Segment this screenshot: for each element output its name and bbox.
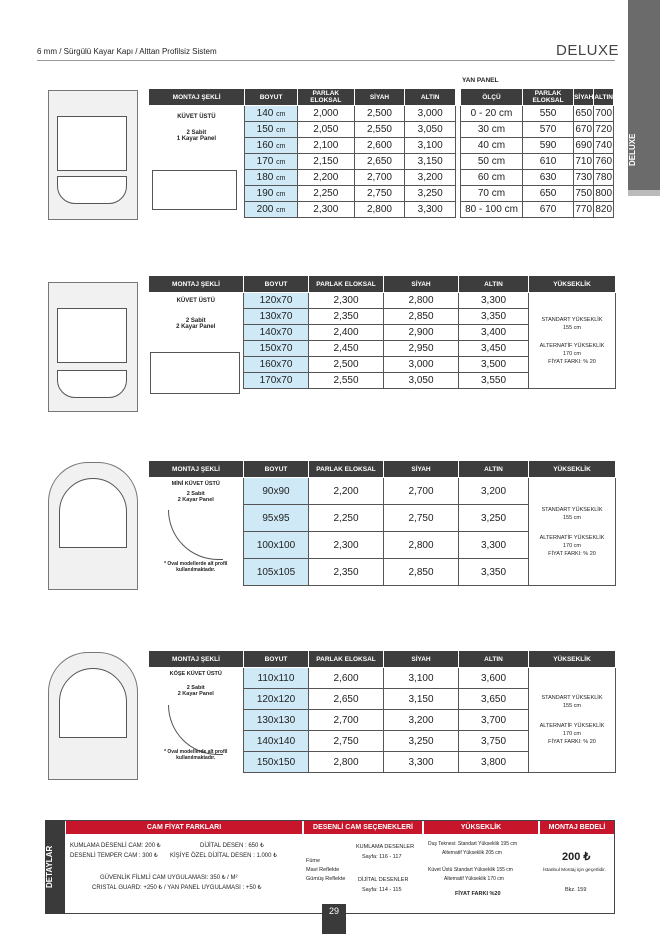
pattern-text: Mavi Reflekte: [306, 867, 340, 873]
height-info: STANDART YÜKSEKLİK 155 cm ALTERNATİF YÜKSEKLİK 170 cm FİYAT FARKI: % 20: [529, 293, 616, 389]
col-montaj: MONTAJ ŞEKLİ: [149, 89, 245, 106]
height-text: Alternatif Yükseklik 205 cm: [442, 850, 502, 856]
pattern-text: KUMLAMA DESENLER: [356, 844, 415, 850]
price-siyah: 2,550: [354, 122, 405, 138]
price-altin: 3,250: [405, 186, 456, 202]
price-parlak: 2,100: [297, 138, 354, 154]
price-parlak: 2,150: [297, 154, 354, 170]
glass-price-text: KUMLAMA DESENLİ CAM: 200 ₺: [70, 843, 161, 849]
montage-note: İstanbul Montaj için geçerlidir.: [543, 868, 606, 873]
price-siyah: 2,750: [354, 186, 405, 202]
pattern-text: Gümüş Reflekte: [306, 876, 346, 882]
details-label: DETAYLAR: [45, 845, 54, 889]
col-altin: ALTIN: [594, 89, 614, 106]
montage-price: 200 ₺: [562, 851, 591, 863]
size-cell: 190 cm: [245, 186, 298, 202]
yan-panel-title: YAN PANEL: [462, 77, 499, 84]
price-parlak: 2,050: [297, 122, 354, 138]
price-siyah: 2,650: [354, 154, 405, 170]
montaj-desc: KÜVET ÜSTÜ 2 Sabit 2 Kayar Panel: [176, 298, 216, 330]
yan-panel-table: ÖLÇÜ PARLAK ELOKSAL SİYAH ALTIN 0 - 20 cm 550 650 700 30 cm 570 670 720 40 cm 590 690 740 50 cm 610 710 760 60 cm 630 730 780 70 cm 650 750 800 80 - 100 cm 670 770 820: [460, 88, 614, 218]
price-parlak: 2,000: [297, 106, 354, 122]
header-divider: [37, 60, 615, 61]
pattern-text: DİJİTAL DESENLER: [358, 877, 409, 883]
header-brand: DELUXE: [556, 42, 620, 59]
product-sketch-3: [48, 462, 138, 590]
product-sketch-4: [48, 652, 138, 780]
price-siyah: 2,700: [354, 170, 405, 186]
height-info: STANDART YÜKSEKLİK 155 cm ALTERNATİF YÜKSEKLİK 170 cm FİYAT FARKI: % 20: [529, 668, 616, 773]
price-altin: 3,150: [405, 154, 456, 170]
page-number: 29: [322, 904, 346, 934]
header-subtitle: 6 mm / Sürgülü Kayar Kapı / Alttan Profilsiz Sistem: [37, 47, 217, 56]
pattern-text: Füme: [306, 858, 321, 864]
price-table-4: MONTAJ ŞEKLİ BOYUT PARLAK ELOKSAL SİYAH ALTIN YÜKSEKLİK KÖŞE KÜVET ÜSTÜ 2 Sabit 2 Kayar Panel * Oval modellerde alt profil kullanılmaktadır. 110x110 2,600 3,100 3,600 STANDART YÜKSEKLİK 155 cm ALTERNATİF YÜKSEKLİK 170 cm FİYAT FARKI: % 20 120x120 2,650 3,150 3,650 130x130 2,700 3,200 3,700 140x140 2,750 3,250 3,750 150x150 2,800 3,300 3,800: [148, 650, 616, 773]
price-table-3: MONTAJ ŞEKLİ BOYUT PARLAK ELOKSAL SİYAH ALTIN YÜKSEKLİK MİNİ KÜVET ÜSTÜ 2 Sabit 2 Kayar Panel * Oval modellerde alt profil kullanılmaktadır. 90x90 2,200 2,700 3,200 STANDART YÜKSEKLİK 155 cm ALTERNATİF YÜKSEKLİK 170 cm FİYAT FARKI: % 20 95x95 2,250 2,750 3,250 100x100 2,300 2,800 3,300 105x105 2,350 2,850 3,350: [148, 460, 616, 586]
price-altin: 3,100: [405, 138, 456, 154]
size-cell: 200 cm: [245, 202, 298, 218]
montaj-desc: KÜVET ÜSTÜ 2 Sabit 1 Kayar Panel: [176, 114, 217, 142]
montaj-desc: KÖŞE KÜVET ÜSTÜ 2 Sabit 2 Kayar Panel * Oval modellerde alt profil kullanılmaktadır.: [164, 671, 228, 761]
price-altin: 3,300: [405, 202, 456, 218]
price-table-1: [148, 88, 456, 218]
glass-price-text: DİJİTAL DESEN : 650 ₺: [200, 843, 264, 849]
product-sketch-1: [48, 90, 138, 220]
col-parlak: PARLAK ELOKSAL: [297, 89, 354, 106]
price-altin: 3,200: [405, 170, 456, 186]
glass-price-header: CAM FİYAT FARKLARI: [66, 821, 302, 834]
col-altin: ALTIN: [405, 89, 456, 106]
height-text: FİYAT FARKI %20: [455, 891, 501, 897]
size-cell: 120x70: [244, 293, 309, 309]
col-siyah: SİYAH: [354, 89, 405, 106]
price-table-2: MONTAJ ŞEKLİ BOYUT PARLAK ELOKSAL SİYAH ALTIN YÜKSEKLİK KÜVET ÜSTÜ 2 Sabit 2 Kayar Panel 120x70 2,300 2,800 3,300 STANDART YÜKSEKLİK 155 cm ALTERNATİF YÜKSEKLİK 170 cm FİYAT FARKI: % 20 130x70 2,350 2,850 3,350 140x70 2,400 2,900 3,400 150x70 2,450 2,950 3,450 160x70 2,500 3,000 3,500 170x70 2,550 3,050 3,550: [148, 275, 616, 389]
height-info: STANDART YÜKSEKLİK 155 cm ALTERNATİF YÜKSEKLİK 170 cm FİYAT FARKI: % 20: [529, 478, 616, 586]
pattern-text: Sayfa: 116 - 117: [362, 854, 402, 860]
glass-price-text: GÜVENLİK FİLMLİ CAM UYGULAMASI: 350 ₺ / M²: [100, 875, 238, 881]
height-text: Duş Teknesi: Standart Yükseklik 195 cm: [428, 841, 518, 847]
height-text: Alternatif Yükseklik 170 cm: [444, 876, 504, 882]
side-tab-accent: [628, 190, 660, 196]
size-cell: 160 cm: [245, 138, 298, 154]
price-altin: 3,050: [405, 122, 456, 138]
size-cell: 140 cm: [245, 106, 298, 122]
price-siyah: 2,500: [354, 106, 405, 122]
price-altin: 3,000: [405, 106, 456, 122]
price-parlak: 2,300: [297, 202, 354, 218]
price-siyah: 2,600: [354, 138, 405, 154]
price-parlak: 2,200: [297, 170, 354, 186]
side-tab-label: DELUXE: [628, 133, 637, 167]
price-siyah: 2,800: [354, 202, 405, 218]
height-header: YÜKSEKLİK: [424, 821, 538, 834]
height-text: Küvet Üstü Standart Yükseklik 155 cm: [428, 867, 513, 873]
size-cell: 180 cm: [245, 170, 298, 186]
col-parlak: PARLAK ELOKSAL: [523, 89, 574, 106]
montage-header: MONTAJ BEDELİ: [540, 821, 614, 834]
montaj-desc: MİNİ KÜVET ÜSTÜ 2 Sabit 2 Kayar Panel * Oval modellerde alt profil kullanılmaktadır.: [164, 481, 228, 573]
product-sketch-2: [48, 282, 138, 412]
montage-ref: Bkz. 159: [565, 887, 587, 893]
col-siyah: SİYAH: [574, 89, 594, 106]
pattern-header: DESENLİ CAM SEÇENEKLERİ: [304, 821, 422, 834]
price-parlak: 2,250: [297, 186, 354, 202]
col-olcu: ÖLÇÜ: [461, 89, 523, 106]
glass-price-text: KİŞİYE ÖZEL DİJİTAL DESEN : 1.000 ₺: [170, 853, 277, 859]
glass-price-text: CRISTAL GUARD: +250 ₺ / YAN PANEL UYGULAMASI : +50 ₺: [92, 885, 262, 891]
pattern-text: Sayfa: 114 - 115: [362, 887, 402, 893]
size-cell: 150 cm: [245, 122, 298, 138]
size-cell: 170 cm: [245, 154, 298, 170]
glass-price-text: DESENLİ TEMPER CAM : 300 ₺: [70, 853, 158, 859]
col-boyut: BOYUT: [245, 89, 298, 106]
